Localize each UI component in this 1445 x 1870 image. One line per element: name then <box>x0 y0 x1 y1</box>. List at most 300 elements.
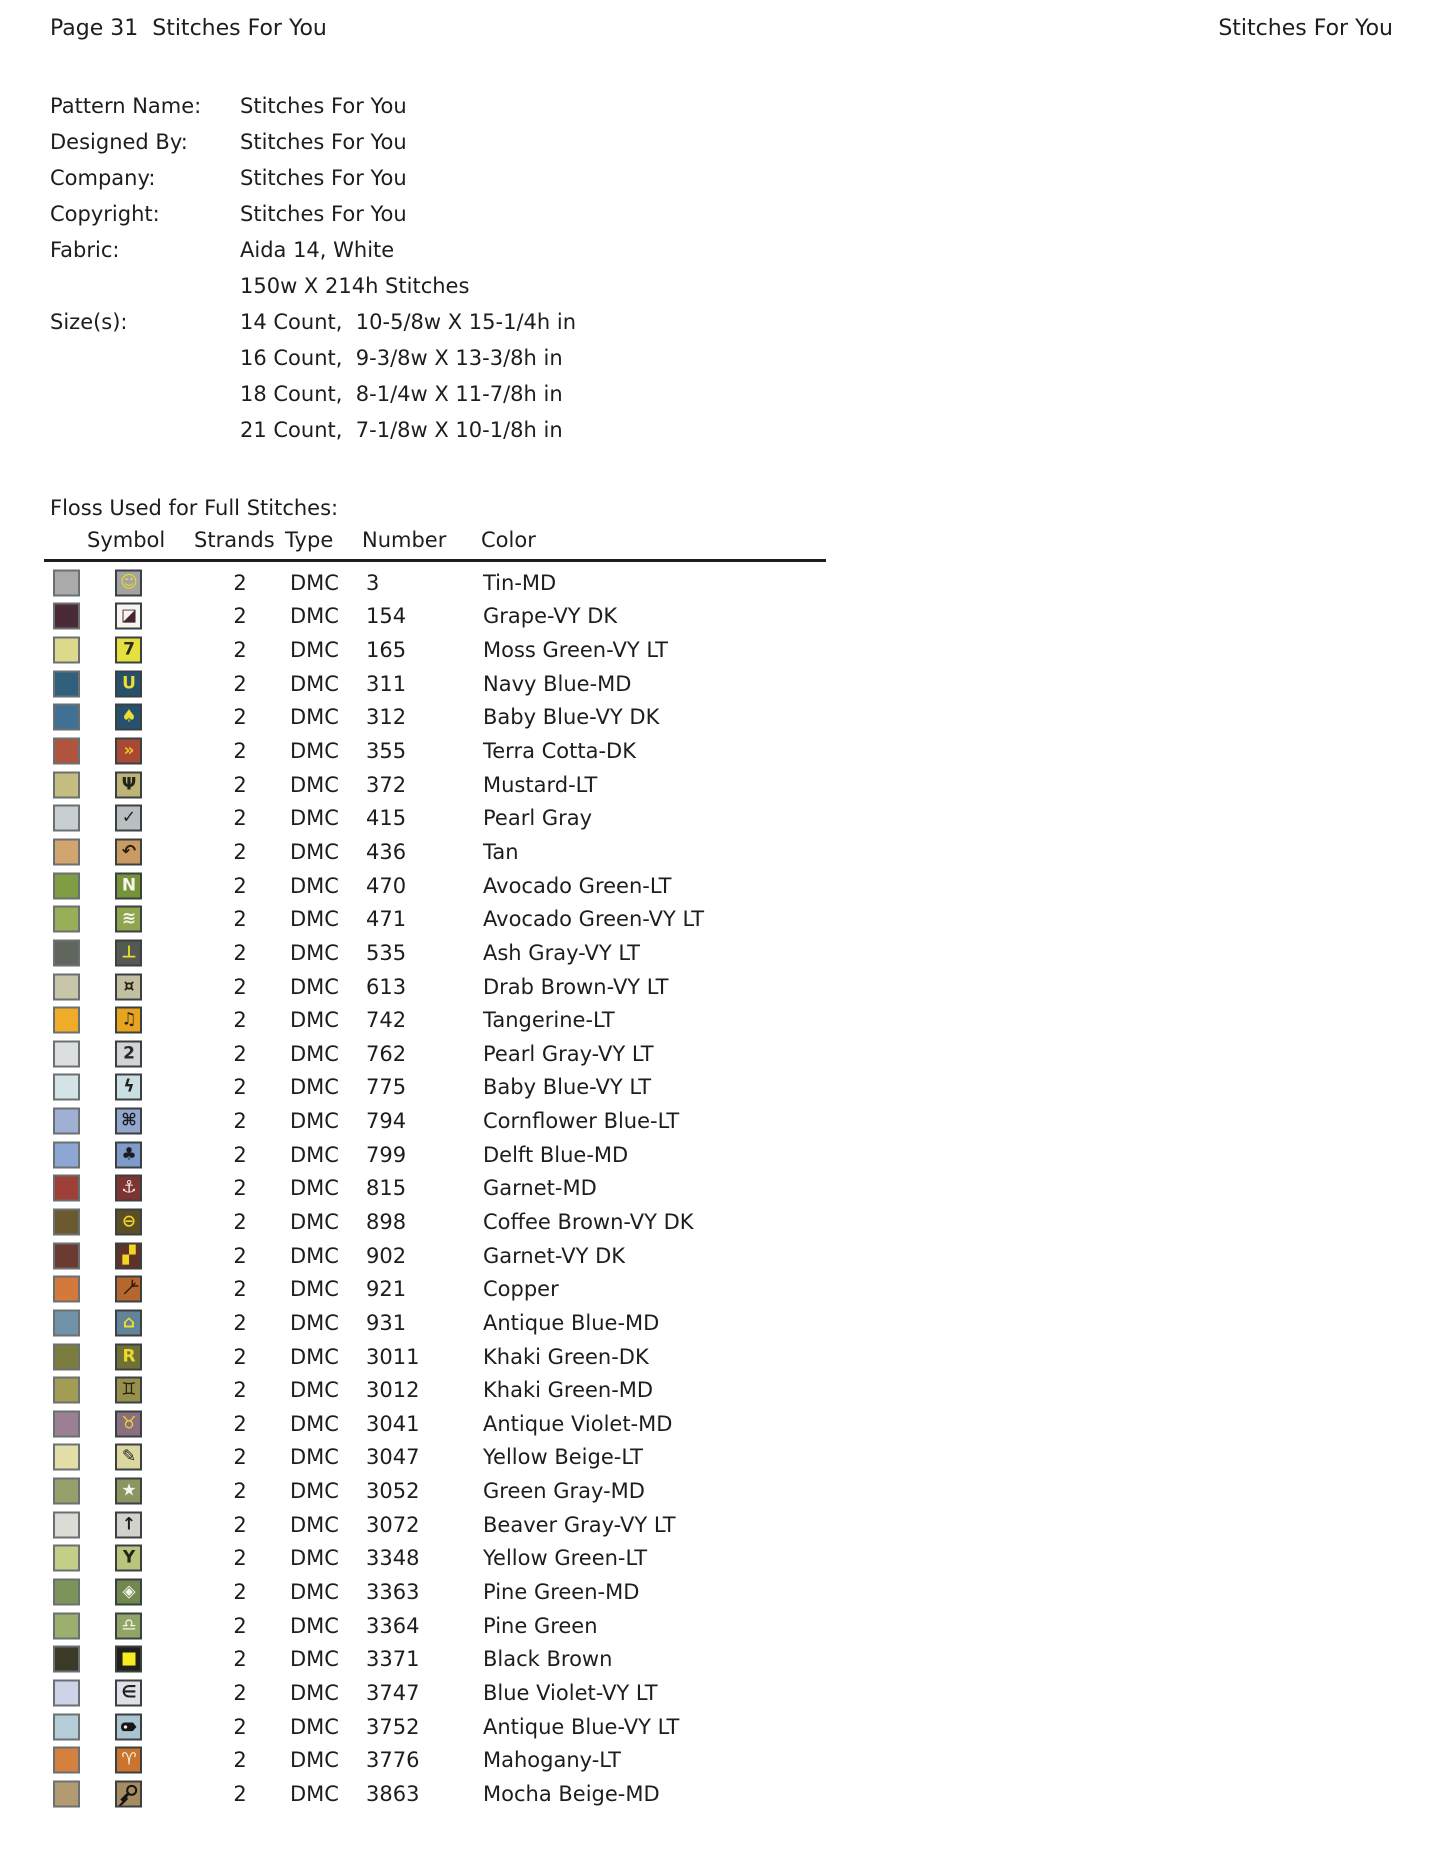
strands-value: 2 <box>233 1411 247 1436</box>
type-value: DMC <box>290 1647 339 1672</box>
currency-icon: ¤ <box>123 976 134 996</box>
floss-row <box>0 902 1445 936</box>
type-value: DMC <box>290 1075 339 1100</box>
color-name: Pearl Gray <box>483 806 593 831</box>
symbol-cell <box>115 1208 142 1235</box>
type-value: DMC <box>290 772 339 797</box>
color-name: Drab Brown-VY LT <box>483 974 669 999</box>
color-name: Pine Green <box>483 1613 598 1638</box>
symbol-cell <box>115 1040 142 1067</box>
digit-7-icon: 7 <box>123 639 134 660</box>
color-name: Moss Green-VY LT <box>483 638 668 663</box>
color-name: Black Brown <box>483 1647 613 1672</box>
floss-row <box>0 1172 1445 1206</box>
floss-row <box>0 1609 1445 1643</box>
strands-value: 2 <box>233 1310 247 1335</box>
type-value: DMC <box>290 1142 339 1167</box>
symbol-cell <box>115 1410 142 1437</box>
floss-row <box>0 768 1445 802</box>
number-value: 3052 <box>366 1479 420 1504</box>
type-value: DMC <box>290 839 339 864</box>
floss-row <box>0 835 1445 869</box>
floss-row <box>0 1138 1445 1172</box>
symbol-cell <box>115 603 142 630</box>
number-value: 3371 <box>366 1647 420 1672</box>
strands-value: 2 <box>233 1748 247 1773</box>
type-value: DMC <box>290 638 339 663</box>
symbol-cell <box>115 906 142 933</box>
strands-value: 2 <box>233 1277 247 1302</box>
smiley-icon: ☺ <box>120 572 137 593</box>
strands-value: 2 <box>233 1680 247 1705</box>
color-swatch <box>53 1175 80 1202</box>
strands-value: 2 <box>233 739 247 764</box>
strands-value: 2 <box>233 1176 247 1201</box>
type-value: DMC <box>290 570 339 595</box>
clover-cross-icon: ♣ <box>121 1144 136 1165</box>
color-swatch <box>53 805 80 832</box>
number-value: 355 <box>366 739 407 764</box>
lightning-icon: ϟ <box>123 1076 134 1097</box>
floss-row <box>0 970 1445 1004</box>
color-name: Pine Green-MD <box>483 1580 640 1605</box>
type-value: DMC <box>290 1041 339 1066</box>
number-value: 165 <box>366 638 407 663</box>
symbol-cell <box>115 738 142 765</box>
color-swatch <box>53 1444 80 1471</box>
color-swatch <box>53 1141 80 1168</box>
number-value: 3072 <box>366 1512 420 1537</box>
type-value: DMC <box>290 907 339 932</box>
number-value: 3 <box>366 570 380 595</box>
number-value: 762 <box>366 1041 407 1066</box>
color-swatch <box>53 1309 80 1336</box>
info-row <box>50 304 576 340</box>
color-name: Blue Violet-VY LT <box>483 1680 658 1705</box>
symbol-cell <box>115 1545 142 1572</box>
libra-icon: ♎ <box>121 1615 136 1636</box>
number-value: 3047 <box>366 1445 420 1470</box>
color-swatch <box>53 1208 80 1235</box>
info-row <box>50 412 576 448</box>
strands-value: 2 <box>233 1008 247 1033</box>
color-swatch <box>53 637 80 664</box>
color-swatch <box>53 1276 80 1303</box>
type-value: DMC <box>290 1277 339 1302</box>
circled-minus-icon: ⊖ <box>121 1211 136 1232</box>
info-value: Stitches For You <box>240 94 407 118</box>
color-swatch <box>53 973 80 1000</box>
type-value: DMC <box>290 1344 339 1369</box>
floss-row <box>0 1743 1445 1777</box>
floss-table-body <box>0 566 1445 1811</box>
strands-value: 2 <box>233 1781 247 1806</box>
number-value: 311 <box>366 671 407 696</box>
floss-row <box>0 1272 1445 1306</box>
symbol-cell <box>115 1007 142 1034</box>
up-arrow-icon: ↑ <box>121 1514 136 1535</box>
number-value: 3348 <box>366 1546 420 1571</box>
floss-table-header <box>0 528 1445 556</box>
command-icon: ⌘ <box>121 1110 136 1131</box>
letter-n-icon: N <box>121 875 136 896</box>
color-name: Antique Blue-MD <box>483 1310 660 1335</box>
symbol-cell <box>115 1343 142 1370</box>
strands-value: 2 <box>233 873 247 898</box>
color-swatch <box>53 569 80 596</box>
floss-row <box>0 566 1445 600</box>
strands-value: 2 <box>233 940 247 965</box>
color-swatch <box>53 1343 80 1370</box>
checkmark-icon: ✓ <box>121 807 136 828</box>
number-value: 3747 <box>366 1680 420 1705</box>
strands-value: 2 <box>233 1142 247 1167</box>
type-value: DMC <box>290 1546 339 1571</box>
color-name: Garnet-VY DK <box>483 1243 626 1268</box>
strands-value: 2 <box>233 1109 247 1134</box>
symbol-cell <box>115 1175 142 1202</box>
floss-row <box>0 1071 1445 1105</box>
floss-row <box>0 1542 1445 1576</box>
number-value: 3776 <box>366 1748 420 1773</box>
number-value: 3363 <box>366 1580 420 1605</box>
symbol-cell <box>115 1713 142 1740</box>
color-swatch <box>53 1545 80 1572</box>
pattern-info-block <box>50 88 576 448</box>
type-value: DMC <box>290 705 339 730</box>
spade-icon: ♠ <box>121 706 136 727</box>
color-name: Baby Blue-VY DK <box>483 705 660 730</box>
column-header-symbol: Symbol <box>87 528 166 552</box>
curved-arrow-icon: ↶ <box>121 841 136 862</box>
number-value: 815 <box>366 1176 407 1201</box>
color-name: Navy Blue-MD <box>483 671 632 696</box>
strands-value: 2 <box>233 604 247 629</box>
strands-value: 2 <box>233 1546 247 1571</box>
strands-value: 2 <box>233 1580 247 1605</box>
color-swatch <box>53 1511 80 1538</box>
symbol-cell <box>115 637 142 664</box>
number-value: 154 <box>366 604 407 629</box>
type-value: DMC <box>290 806 339 831</box>
floss-row <box>0 701 1445 735</box>
symbol-cell <box>115 704 142 731</box>
color-name: Avocado Green-LT <box>483 873 672 898</box>
color-name: Grape-VY DK <box>483 604 618 629</box>
floss-row <box>0 1508 1445 1542</box>
perpendicular-icon: ⊥ <box>121 942 136 963</box>
strands-value: 2 <box>233 907 247 932</box>
strands-value: 2 <box>233 974 247 999</box>
color-swatch <box>53 1478 80 1505</box>
floss-row <box>0 1306 1445 1340</box>
info-label: Pattern Name: <box>50 94 202 118</box>
aries-icon: ♈ <box>121 1749 136 1770</box>
number-value: 931 <box>366 1310 407 1335</box>
type-value: DMC <box>290 1411 339 1436</box>
color-name: Antique Violet-MD <box>483 1411 673 1436</box>
type-value: DMC <box>290 1680 339 1705</box>
color-name: Khaki Green-DK <box>483 1344 649 1369</box>
symbol-cell <box>115 1478 142 1505</box>
number-value: 3012 <box>366 1378 420 1403</box>
symbol-cell <box>115 1141 142 1168</box>
type-value: DMC <box>290 1479 339 1504</box>
double-chevron-icon: » <box>123 740 134 761</box>
pencil-icon: ✎ <box>121 1446 136 1467</box>
color-name: Khaki Green-MD <box>483 1378 654 1403</box>
number-value: 775 <box>366 1075 407 1100</box>
floss-row <box>0 801 1445 835</box>
element-of-icon: ∈ <box>121 1682 136 1703</box>
info-row <box>50 376 576 412</box>
strands-value: 2 <box>233 772 247 797</box>
type-value: DMC <box>290 1310 339 1335</box>
strands-value: 2 <box>233 1647 247 1672</box>
color-name: Ash Gray-VY LT <box>483 940 640 965</box>
number-value: 470 <box>366 873 407 898</box>
symbol-cell <box>115 1074 142 1101</box>
type-value: DMC <box>290 1209 339 1234</box>
info-row <box>50 124 576 160</box>
floss-row <box>0 1239 1445 1273</box>
color-name: Copper <box>483 1277 559 1302</box>
color-name: Mahogany-LT <box>483 1748 621 1773</box>
number-value: 535 <box>366 940 407 965</box>
color-name: Avocado Green-VY LT <box>483 907 705 932</box>
color-swatch <box>53 1612 80 1639</box>
color-swatch <box>53 1242 80 1269</box>
color-name: Beaver Gray-VY LT <box>483 1512 676 1537</box>
type-value: DMC <box>290 1613 339 1638</box>
strands-value: 2 <box>233 839 247 864</box>
info-row <box>50 340 576 376</box>
floss-row <box>0 1710 1445 1744</box>
branch-icon: ᛉ <box>118 1278 140 1300</box>
number-value: 312 <box>366 705 407 730</box>
type-value: DMC <box>290 604 339 629</box>
number-value: 471 <box>366 907 407 932</box>
waves-icon: ≋ <box>121 908 136 929</box>
color-swatch <box>53 1410 80 1437</box>
color-name: Baby Blue-VY LT <box>483 1075 652 1100</box>
type-value: DMC <box>290 1580 339 1605</box>
strands-value: 2 <box>233 671 247 696</box>
symbol-cell <box>115 1511 142 1538</box>
color-name: Antique Blue-VY LT <box>483 1714 680 1739</box>
color-name: Delft Blue-MD <box>483 1142 629 1167</box>
info-value: Stitches For You <box>240 130 407 154</box>
color-name: Pearl Gray-VY LT <box>483 1041 654 1066</box>
strands-value: 2 <box>233 1378 247 1403</box>
page-header-right: Stitches For You <box>1218 16 1393 41</box>
floss-row <box>0 1575 1445 1609</box>
house-icon: ⌂ <box>122 1312 135 1333</box>
info-value: Stitches For You <box>240 166 407 190</box>
strands-value: 2 <box>233 1479 247 1504</box>
info-label: Company: <box>50 166 156 190</box>
strands-value: 2 <box>233 1445 247 1470</box>
column-header-strands: Strands <box>194 528 275 552</box>
info-value: 18 Count, 8-1/4w X 11-7/8h in <box>240 382 563 406</box>
color-name: Mustard-LT <box>483 772 598 797</box>
color-swatch <box>53 704 80 731</box>
color-swatch <box>53 1780 80 1807</box>
floss-row <box>0 734 1445 768</box>
color-swatch <box>53 738 80 765</box>
color-name: Mocha Beige-MD <box>483 1781 660 1806</box>
number-value: 3364 <box>366 1613 420 1638</box>
color-swatch <box>53 838 80 865</box>
info-value: Aida 14, White <box>240 238 395 262</box>
color-swatch <box>53 1679 80 1706</box>
color-swatch <box>53 603 80 630</box>
number-value: 794 <box>366 1109 407 1134</box>
anchor-icon: ⚓ <box>121 1177 136 1198</box>
symbol-cell <box>115 872 142 899</box>
type-value: DMC <box>290 873 339 898</box>
color-name: Garnet-MD <box>483 1176 597 1201</box>
symbol-cell <box>115 973 142 1000</box>
floss-row <box>0 1407 1445 1441</box>
diagonal-half-square-icon: ◪ <box>120 605 137 626</box>
type-value: DMC <box>290 940 339 965</box>
color-swatch <box>53 1579 80 1606</box>
info-row <box>50 196 576 232</box>
floss-row <box>0 1037 1445 1071</box>
info-value: 21 Count, 7-1/8w X 10-1/8h in <box>240 418 563 442</box>
page-header-left: Page 31 Stitches For You <box>50 16 327 41</box>
symbol-cell <box>115 1242 142 1269</box>
type-value: DMC <box>290 1008 339 1033</box>
info-value: 150w X 214h Stitches <box>240 274 470 298</box>
color-name: Cornflower Blue-LT <box>483 1109 680 1134</box>
strands-value: 2 <box>233 1613 247 1638</box>
symbol-cell <box>115 805 142 832</box>
info-row <box>50 232 576 268</box>
color-swatch <box>53 1713 80 1740</box>
number-value: 3863 <box>366 1781 420 1806</box>
column-header-number: Number <box>362 528 447 552</box>
type-value: DMC <box>290 974 339 999</box>
color-swatch <box>53 1108 80 1135</box>
number-value: 3011 <box>366 1344 420 1369</box>
symbol-cell <box>115 1309 142 1336</box>
type-value: DMC <box>290 1512 339 1537</box>
music-notes-icon: ♫ <box>121 1009 136 1030</box>
type-value: DMC <box>290 1243 339 1268</box>
symbol-cell <box>115 569 142 596</box>
symbol-cell <box>115 1747 142 1774</box>
star-icon: ★ <box>121 1480 136 1501</box>
floss-row <box>0 633 1445 667</box>
type-value: DMC <box>290 1176 339 1201</box>
number-value: 921 <box>366 1277 407 1302</box>
info-label: Fabric: <box>50 238 120 262</box>
filled-square-icon: ■ <box>120 1648 137 1669</box>
floss-section-title: Floss Used for Full Stitches: <box>50 496 339 520</box>
letter-u-icon: U <box>122 673 135 694</box>
number-value: 613 <box>366 974 407 999</box>
number-value: 799 <box>366 1142 407 1167</box>
strands-value: 2 <box>233 570 247 595</box>
color-swatch <box>53 939 80 966</box>
color-swatch <box>53 1007 80 1034</box>
floss-row <box>0 600 1445 634</box>
symbol-cell <box>115 1276 142 1303</box>
strands-value: 2 <box>233 806 247 831</box>
symbol-cell <box>115 1780 142 1807</box>
info-value: 16 Count, 9-3/8w X 13-3/8h in <box>240 346 563 370</box>
type-value: DMC <box>290 671 339 696</box>
info-value: 14 Count, 10-5/8w X 15-1/4h in <box>240 310 577 334</box>
floss-row <box>0 936 1445 970</box>
number-value: 742 <box>366 1008 407 1033</box>
floss-row <box>0 1643 1445 1677</box>
floss-row <box>0 1441 1445 1475</box>
symbol-cell <box>115 1108 142 1135</box>
strands-value: 2 <box>233 1209 247 1234</box>
double-diamond-icon: ◈ <box>122 1581 135 1602</box>
color-name: Tangerine-LT <box>483 1008 615 1033</box>
number-value: 898 <box>366 1209 407 1234</box>
color-swatch <box>53 1074 80 1101</box>
floss-row <box>0 1003 1445 1037</box>
table-header-rule <box>44 559 826 562</box>
tag-icon <box>121 1722 137 1731</box>
info-label: Copyright: <box>50 202 160 226</box>
number-value: 436 <box>366 839 407 864</box>
symbol-cell <box>115 939 142 966</box>
digit-2-icon: 2 <box>123 1043 134 1064</box>
strands-value: 2 <box>233 1512 247 1537</box>
info-value: Stitches For You <box>240 202 407 226</box>
color-name: Yellow Beige-LT <box>483 1445 643 1470</box>
symbol-cell <box>115 838 142 865</box>
floss-row <box>0 1340 1445 1374</box>
stair-squares-icon: ▞ <box>122 1245 135 1266</box>
strands-value: 2 <box>233 1075 247 1100</box>
taurus-icon: ♉ <box>121 1413 136 1434</box>
floss-row <box>0 667 1445 701</box>
symbol-cell <box>115 1444 142 1471</box>
type-value: DMC <box>290 739 339 764</box>
color-swatch <box>53 1040 80 1067</box>
floss-row <box>0 1373 1445 1407</box>
floss-row <box>0 869 1445 903</box>
key-icon <box>118 1783 140 1805</box>
floss-row <box>0 1676 1445 1710</box>
color-swatch <box>53 872 80 899</box>
symbol-cell <box>115 1679 142 1706</box>
symbol-cell <box>115 1579 142 1606</box>
type-value: DMC <box>290 1109 339 1134</box>
floss-row <box>0 1474 1445 1508</box>
type-value: DMC <box>290 1714 339 1739</box>
number-value: 902 <box>366 1243 407 1268</box>
symbol-cell <box>115 1377 142 1404</box>
number-value: 3752 <box>366 1714 420 1739</box>
psi-icon: Ψ <box>121 774 136 795</box>
info-row <box>50 160 576 196</box>
info-label: Designed By: <box>50 130 188 154</box>
color-swatch <box>53 1377 80 1404</box>
type-value: DMC <box>290 1445 339 1470</box>
info-label: Size(s): <box>50 310 128 334</box>
floss-row <box>0 1205 1445 1239</box>
color-name: Tin-MD <box>483 570 557 595</box>
symbol-cell <box>115 771 142 798</box>
